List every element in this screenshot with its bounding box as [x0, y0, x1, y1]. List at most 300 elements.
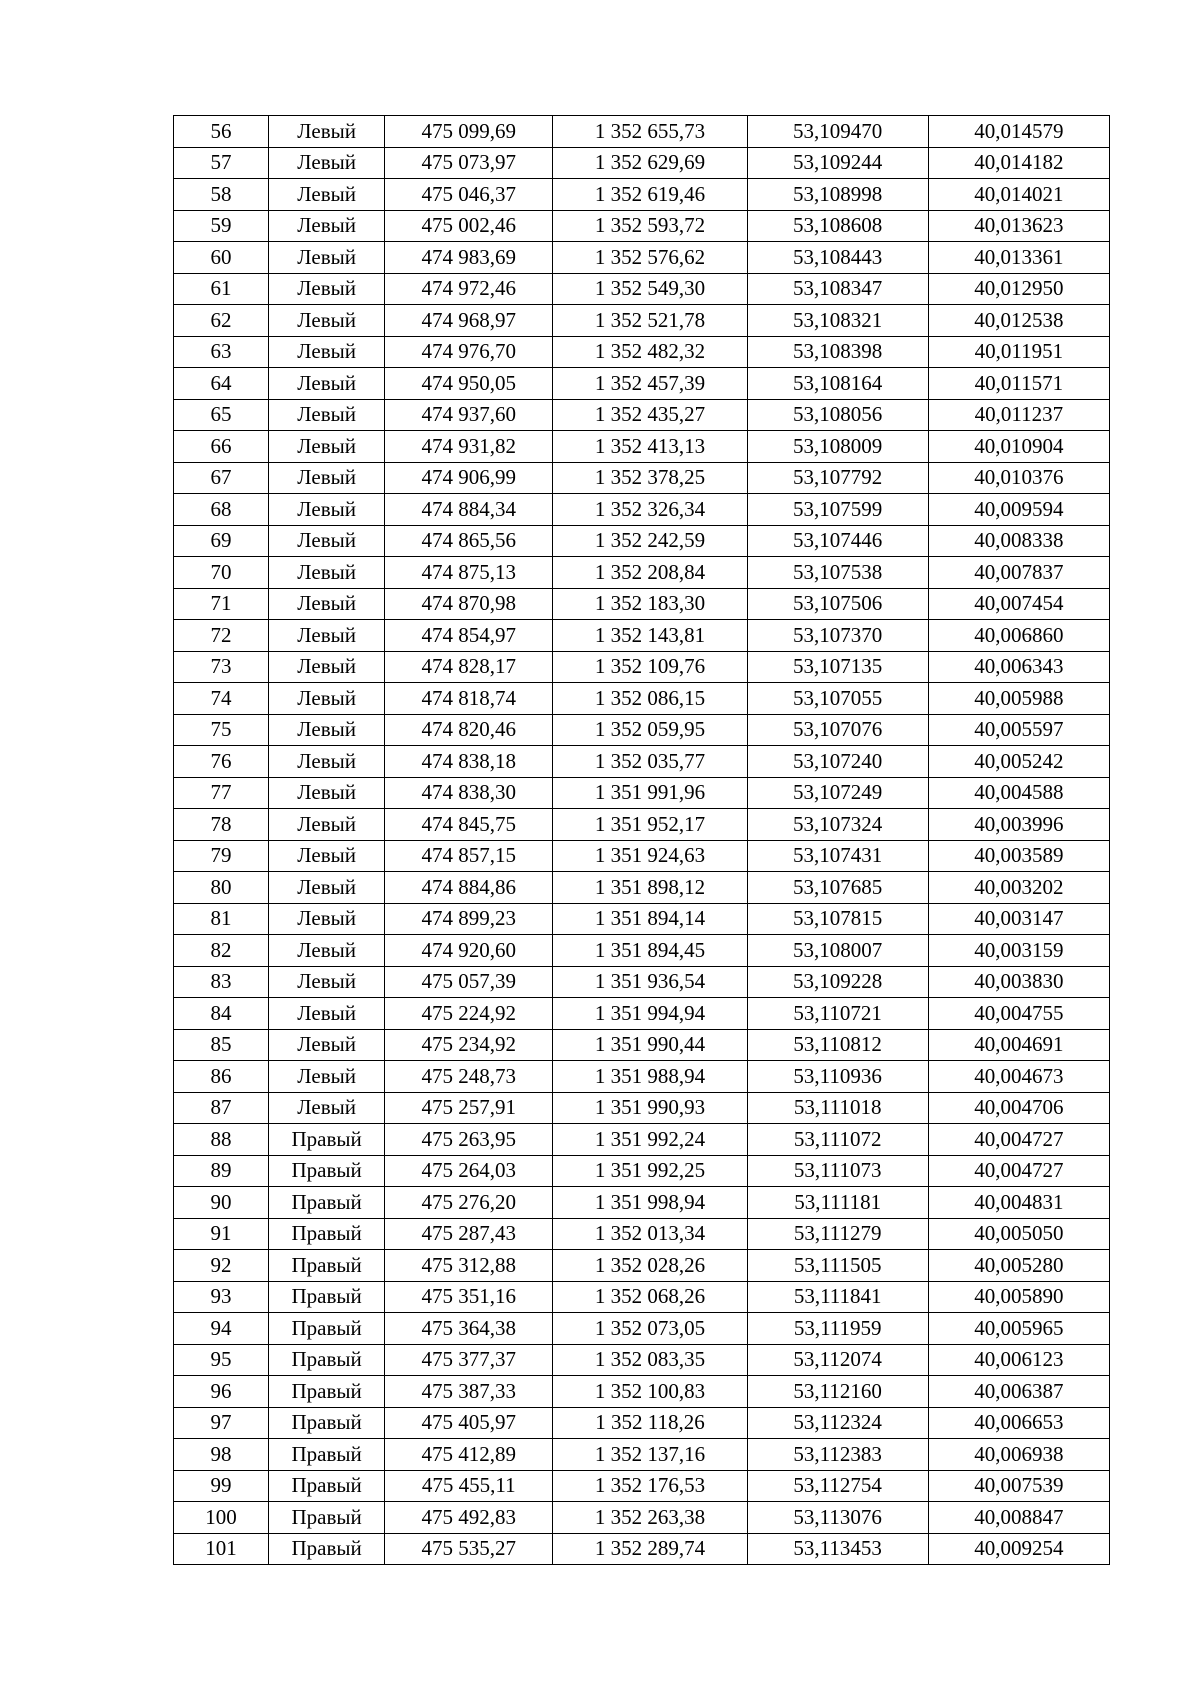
bank-side-cell: Левый — [269, 903, 385, 935]
point-number-cell: 76 — [174, 746, 269, 778]
y-coordinate-cell: 1 352 378,25 — [553, 462, 747, 494]
bank-side-cell: Правый — [269, 1407, 385, 1439]
latitude-cell: 53,111072 — [747, 1124, 928, 1156]
point-number-cell: 99 — [174, 1470, 269, 1502]
longitude-cell: 40,012538 — [928, 305, 1109, 337]
bank-side-cell: Левый — [269, 935, 385, 967]
table-row — [174, 1061, 1110, 1093]
y-coordinate-cell: 1 352 576,62 — [553, 242, 747, 274]
table-row — [174, 620, 1110, 652]
x-coordinate-cell: 475 535,27 — [385, 1533, 553, 1565]
latitude-cell: 53,107370 — [747, 620, 928, 652]
longitude-cell: 40,005242 — [928, 746, 1109, 778]
x-coordinate-cell: 474 828,17 — [385, 651, 553, 683]
latitude-cell: 53,108056 — [747, 399, 928, 431]
point-number-cell: 78 — [174, 809, 269, 841]
y-coordinate-cell: 1 352 143,81 — [553, 620, 747, 652]
y-coordinate-cell: 1 351 894,45 — [553, 935, 747, 967]
y-coordinate-cell: 1 352 521,78 — [553, 305, 747, 337]
latitude-cell: 53,112383 — [747, 1439, 928, 1471]
bank-side-cell: Левый — [269, 1029, 385, 1061]
table-row — [174, 998, 1110, 1030]
table-row — [174, 1092, 1110, 1124]
bank-side-cell: Правый — [269, 1187, 385, 1219]
latitude-cell: 53,107538 — [747, 557, 928, 589]
x-coordinate-cell: 474 920,60 — [385, 935, 553, 967]
latitude-cell: 53,108009 — [747, 431, 928, 463]
latitude-cell: 53,113076 — [747, 1502, 928, 1534]
y-coordinate-cell: 1 352 013,34 — [553, 1218, 747, 1250]
table-row — [174, 683, 1110, 715]
latitude-cell: 53,108998 — [747, 179, 928, 211]
x-coordinate-cell: 475 002,46 — [385, 210, 553, 242]
y-coordinate-cell: 1 351 990,93 — [553, 1092, 747, 1124]
x-coordinate-cell: 475 276,20 — [385, 1187, 553, 1219]
longitude-cell: 40,008338 — [928, 525, 1109, 557]
x-coordinate-cell: 474 972,46 — [385, 273, 553, 305]
table-row — [174, 368, 1110, 400]
table-row — [174, 1218, 1110, 1250]
x-coordinate-cell: 474 884,34 — [385, 494, 553, 526]
x-coordinate-cell: 475 234,92 — [385, 1029, 553, 1061]
bank-side-cell: Левый — [269, 872, 385, 904]
latitude-cell: 53,108347 — [747, 273, 928, 305]
table-row — [174, 179, 1110, 211]
latitude-cell: 53,107135 — [747, 651, 928, 683]
point-number-cell: 82 — [174, 935, 269, 967]
bank-side-cell: Левый — [269, 242, 385, 274]
table-row — [174, 1187, 1110, 1219]
x-coordinate-cell: 474 950,05 — [385, 368, 553, 400]
x-coordinate-cell: 474 899,23 — [385, 903, 553, 935]
latitude-cell: 53,111841 — [747, 1281, 928, 1313]
x-coordinate-cell: 474 818,74 — [385, 683, 553, 715]
x-coordinate-cell: 474 983,69 — [385, 242, 553, 274]
latitude-cell: 53,112074 — [747, 1344, 928, 1376]
latitude-cell: 53,111279 — [747, 1218, 928, 1250]
table-row — [174, 1533, 1110, 1565]
table-row — [174, 336, 1110, 368]
point-number-cell: 101 — [174, 1533, 269, 1565]
table-row — [174, 935, 1110, 967]
bank-side-cell: Правый — [269, 1155, 385, 1187]
point-number-cell: 97 — [174, 1407, 269, 1439]
latitude-cell: 53,110721 — [747, 998, 928, 1030]
latitude-cell: 53,107240 — [747, 746, 928, 778]
x-coordinate-cell: 474 937,60 — [385, 399, 553, 431]
y-coordinate-cell: 1 352 242,59 — [553, 525, 747, 557]
longitude-cell: 40,003996 — [928, 809, 1109, 841]
y-coordinate-cell: 1 352 100,83 — [553, 1376, 747, 1408]
latitude-cell: 53,111181 — [747, 1187, 928, 1219]
longitude-cell: 40,003589 — [928, 840, 1109, 872]
longitude-cell: 40,003159 — [928, 935, 1109, 967]
bank-side-cell: Левый — [269, 998, 385, 1030]
y-coordinate-cell: 1 352 549,30 — [553, 273, 747, 305]
y-coordinate-cell: 1 351 894,14 — [553, 903, 747, 935]
longitude-cell: 40,012950 — [928, 273, 1109, 305]
y-coordinate-cell: 1 352 035,77 — [553, 746, 747, 778]
y-coordinate-cell: 1 352 059,95 — [553, 714, 747, 746]
table-row — [174, 1250, 1110, 1282]
x-coordinate-cell: 475 351,16 — [385, 1281, 553, 1313]
bank-side-cell: Правый — [269, 1124, 385, 1156]
longitude-cell: 40,006387 — [928, 1376, 1109, 1408]
longitude-cell: 40,003147 — [928, 903, 1109, 935]
longitude-cell: 40,008847 — [928, 1502, 1109, 1534]
longitude-cell: 40,005890 — [928, 1281, 1109, 1313]
y-coordinate-cell: 1 352 028,26 — [553, 1250, 747, 1282]
table-row — [174, 431, 1110, 463]
x-coordinate-cell: 475 257,91 — [385, 1092, 553, 1124]
table-row — [174, 116, 1110, 148]
longitude-cell: 40,005965 — [928, 1313, 1109, 1345]
bank-side-cell: Левый — [269, 1092, 385, 1124]
y-coordinate-cell: 1 352 118,26 — [553, 1407, 747, 1439]
point-number-cell: 66 — [174, 431, 269, 463]
y-coordinate-cell: 1 352 086,15 — [553, 683, 747, 715]
table-row — [174, 1502, 1110, 1534]
table-row — [174, 462, 1110, 494]
longitude-cell: 40,004588 — [928, 777, 1109, 809]
longitude-cell: 40,007454 — [928, 588, 1109, 620]
point-number-cell: 75 — [174, 714, 269, 746]
x-coordinate-cell: 474 968,97 — [385, 305, 553, 337]
point-number-cell: 67 — [174, 462, 269, 494]
y-coordinate-cell: 1 351 898,12 — [553, 872, 747, 904]
bank-side-cell: Левый — [269, 462, 385, 494]
bank-side-cell: Левый — [269, 525, 385, 557]
y-coordinate-cell: 1 352 137,16 — [553, 1439, 747, 1471]
latitude-cell: 53,107055 — [747, 683, 928, 715]
table-row — [174, 1344, 1110, 1376]
y-coordinate-cell: 1 352 068,26 — [553, 1281, 747, 1313]
bank-side-cell: Левый — [269, 431, 385, 463]
x-coordinate-cell: 474 884,86 — [385, 872, 553, 904]
longitude-cell: 40,004673 — [928, 1061, 1109, 1093]
point-number-cell: 89 — [174, 1155, 269, 1187]
x-coordinate-cell: 474 820,46 — [385, 714, 553, 746]
point-number-cell: 69 — [174, 525, 269, 557]
x-coordinate-cell: 474 838,30 — [385, 777, 553, 809]
y-coordinate-cell: 1 352 176,53 — [553, 1470, 747, 1502]
longitude-cell: 40,014021 — [928, 179, 1109, 211]
point-number-cell: 88 — [174, 1124, 269, 1156]
y-coordinate-cell: 1 352 109,76 — [553, 651, 747, 683]
table-row — [174, 714, 1110, 746]
table-row — [174, 1407, 1110, 1439]
latitude-cell: 53,112754 — [747, 1470, 928, 1502]
table-row — [174, 651, 1110, 683]
latitude-cell: 53,107249 — [747, 777, 928, 809]
bank-side-cell: Левый — [269, 273, 385, 305]
latitude-cell: 53,107324 — [747, 809, 928, 841]
latitude-cell: 53,107599 — [747, 494, 928, 526]
point-number-cell: 57 — [174, 147, 269, 179]
latitude-cell: 53,108007 — [747, 935, 928, 967]
latitude-cell: 53,107685 — [747, 872, 928, 904]
point-number-cell: 90 — [174, 1187, 269, 1219]
point-number-cell: 91 — [174, 1218, 269, 1250]
latitude-cell: 53,107431 — [747, 840, 928, 872]
bank-side-cell: Правый — [269, 1218, 385, 1250]
point-number-cell: 74 — [174, 683, 269, 715]
longitude-cell: 40,011951 — [928, 336, 1109, 368]
y-coordinate-cell: 1 351 994,94 — [553, 998, 747, 1030]
x-coordinate-cell: 475 387,33 — [385, 1376, 553, 1408]
point-number-cell: 79 — [174, 840, 269, 872]
table-row — [174, 273, 1110, 305]
table-row — [174, 1439, 1110, 1471]
y-coordinate-cell: 1 352 655,73 — [553, 116, 747, 148]
longitude-cell: 40,007539 — [928, 1470, 1109, 1502]
latitude-cell: 53,111073 — [747, 1155, 928, 1187]
point-number-cell: 72 — [174, 620, 269, 652]
longitude-cell: 40,013361 — [928, 242, 1109, 274]
latitude-cell: 53,108398 — [747, 336, 928, 368]
longitude-cell: 40,006938 — [928, 1439, 1109, 1471]
bank-side-cell: Правый — [269, 1344, 385, 1376]
x-coordinate-cell: 475 046,37 — [385, 179, 553, 211]
longitude-cell: 40,004755 — [928, 998, 1109, 1030]
bank-side-cell: Левый — [269, 777, 385, 809]
longitude-cell: 40,005280 — [928, 1250, 1109, 1282]
table-row — [174, 147, 1110, 179]
bank-side-cell: Левый — [269, 840, 385, 872]
y-coordinate-cell: 1 351 924,63 — [553, 840, 747, 872]
table-row — [174, 494, 1110, 526]
table-row — [174, 1124, 1110, 1156]
bank-side-cell: Правый — [269, 1376, 385, 1408]
x-coordinate-cell: 474 845,75 — [385, 809, 553, 841]
table-row — [174, 872, 1110, 904]
y-coordinate-cell: 1 351 952,17 — [553, 809, 747, 841]
y-coordinate-cell: 1 351 992,25 — [553, 1155, 747, 1187]
x-coordinate-cell: 474 854,97 — [385, 620, 553, 652]
x-coordinate-cell: 475 248,73 — [385, 1061, 553, 1093]
latitude-cell: 53,108164 — [747, 368, 928, 400]
latitude-cell: 53,108443 — [747, 242, 928, 274]
point-number-cell: 63 — [174, 336, 269, 368]
table-row — [174, 966, 1110, 998]
x-coordinate-cell: 475 057,39 — [385, 966, 553, 998]
longitude-cell: 40,006343 — [928, 651, 1109, 683]
longitude-cell: 40,010904 — [928, 431, 1109, 463]
point-number-cell: 84 — [174, 998, 269, 1030]
point-number-cell: 58 — [174, 179, 269, 211]
x-coordinate-cell: 474 976,70 — [385, 336, 553, 368]
x-coordinate-cell: 474 875,13 — [385, 557, 553, 589]
point-number-cell: 64 — [174, 368, 269, 400]
x-coordinate-cell: 474 870,98 — [385, 588, 553, 620]
y-coordinate-cell: 1 352 073,05 — [553, 1313, 747, 1345]
point-number-cell: 65 — [174, 399, 269, 431]
point-number-cell: 85 — [174, 1029, 269, 1061]
latitude-cell: 53,107815 — [747, 903, 928, 935]
bank-side-cell: Левый — [269, 588, 385, 620]
longitude-cell: 40,009594 — [928, 494, 1109, 526]
longitude-cell: 40,007837 — [928, 557, 1109, 589]
y-coordinate-cell: 1 352 482,32 — [553, 336, 747, 368]
bank-side-cell: Левый — [269, 966, 385, 998]
latitude-cell: 53,111959 — [747, 1313, 928, 1345]
table-row — [174, 1029, 1110, 1061]
longitude-cell: 40,009254 — [928, 1533, 1109, 1565]
latitude-cell: 53,107792 — [747, 462, 928, 494]
bank-side-cell: Левый — [269, 494, 385, 526]
y-coordinate-cell: 1 351 988,94 — [553, 1061, 747, 1093]
longitude-cell: 40,005050 — [928, 1218, 1109, 1250]
x-coordinate-cell: 474 906,99 — [385, 462, 553, 494]
longitude-cell: 40,004727 — [928, 1124, 1109, 1156]
latitude-cell: 53,112324 — [747, 1407, 928, 1439]
bank-side-cell: Левый — [269, 399, 385, 431]
table-row — [174, 399, 1110, 431]
bank-side-cell: Левый — [269, 305, 385, 337]
point-number-cell: 100 — [174, 1502, 269, 1534]
latitude-cell: 53,108321 — [747, 305, 928, 337]
point-number-cell: 73 — [174, 651, 269, 683]
point-number-cell: 61 — [174, 273, 269, 305]
bank-side-cell: Левый — [269, 210, 385, 242]
bank-side-cell: Правый — [269, 1281, 385, 1313]
longitude-cell: 40,014579 — [928, 116, 1109, 148]
bank-side-cell: Левый — [269, 683, 385, 715]
x-coordinate-cell: 475 377,37 — [385, 1344, 553, 1376]
point-number-cell: 59 — [174, 210, 269, 242]
x-coordinate-cell: 475 455,11 — [385, 1470, 553, 1502]
point-number-cell: 62 — [174, 305, 269, 337]
table-row — [174, 1376, 1110, 1408]
x-coordinate-cell: 474 838,18 — [385, 746, 553, 778]
bank-side-cell: Левый — [269, 1061, 385, 1093]
bank-side-cell: Правый — [269, 1502, 385, 1534]
point-number-cell: 92 — [174, 1250, 269, 1282]
point-number-cell: 93 — [174, 1281, 269, 1313]
y-coordinate-cell: 1 351 936,54 — [553, 966, 747, 998]
point-number-cell: 60 — [174, 242, 269, 274]
x-coordinate-cell: 475 287,43 — [385, 1218, 553, 1250]
latitude-cell: 53,110812 — [747, 1029, 928, 1061]
bank-side-cell: Правый — [269, 1533, 385, 1565]
coordinates-table — [173, 115, 1110, 1565]
longitude-cell: 40,006653 — [928, 1407, 1109, 1439]
bank-side-cell: Правый — [269, 1470, 385, 1502]
latitude-cell: 53,109244 — [747, 147, 928, 179]
latitude-cell: 53,111505 — [747, 1250, 928, 1282]
longitude-cell: 40,005988 — [928, 683, 1109, 715]
longitude-cell: 40,004706 — [928, 1092, 1109, 1124]
bank-side-cell: Левый — [269, 368, 385, 400]
latitude-cell: 53,107076 — [747, 714, 928, 746]
table-row — [174, 588, 1110, 620]
x-coordinate-cell: 475 492,83 — [385, 1502, 553, 1534]
table-row — [174, 557, 1110, 589]
bank-side-cell: Левый — [269, 620, 385, 652]
bank-side-cell: Правый — [269, 1313, 385, 1345]
point-number-cell: 96 — [174, 1376, 269, 1408]
y-coordinate-cell: 1 352 208,84 — [553, 557, 747, 589]
y-coordinate-cell: 1 352 457,39 — [553, 368, 747, 400]
latitude-cell: 53,107446 — [747, 525, 928, 557]
longitude-cell: 40,006860 — [928, 620, 1109, 652]
latitude-cell: 53,112160 — [747, 1376, 928, 1408]
x-coordinate-cell: 475 073,97 — [385, 147, 553, 179]
latitude-cell: 53,113453 — [747, 1533, 928, 1565]
longitude-cell: 40,004831 — [928, 1187, 1109, 1219]
latitude-cell: 53,108608 — [747, 210, 928, 242]
y-coordinate-cell: 1 351 991,96 — [553, 777, 747, 809]
point-number-cell: 68 — [174, 494, 269, 526]
table-row — [174, 1155, 1110, 1187]
bank-side-cell: Левый — [269, 147, 385, 179]
point-number-cell: 71 — [174, 588, 269, 620]
point-number-cell: 70 — [174, 557, 269, 589]
x-coordinate-cell: 475 405,97 — [385, 1407, 553, 1439]
longitude-cell: 40,011237 — [928, 399, 1109, 431]
longitude-cell: 40,013623 — [928, 210, 1109, 242]
point-number-cell: 81 — [174, 903, 269, 935]
table-row — [174, 305, 1110, 337]
longitude-cell: 40,004691 — [928, 1029, 1109, 1061]
point-number-cell: 87 — [174, 1092, 269, 1124]
y-coordinate-cell: 1 352 619,46 — [553, 179, 747, 211]
longitude-cell: 40,011571 — [928, 368, 1109, 400]
table-row — [174, 746, 1110, 778]
bank-side-cell: Левый — [269, 746, 385, 778]
y-coordinate-cell: 1 352 083,35 — [553, 1344, 747, 1376]
table-row — [174, 840, 1110, 872]
x-coordinate-cell: 475 312,88 — [385, 1250, 553, 1282]
bank-side-cell: Левый — [269, 809, 385, 841]
latitude-cell: 53,109470 — [747, 116, 928, 148]
longitude-cell: 40,010376 — [928, 462, 1109, 494]
x-coordinate-cell: 474 931,82 — [385, 431, 553, 463]
coordinates-table-body — [174, 116, 1110, 1565]
table-row — [174, 242, 1110, 274]
point-number-cell: 94 — [174, 1313, 269, 1345]
y-coordinate-cell: 1 351 990,44 — [553, 1029, 747, 1061]
point-number-cell: 83 — [174, 966, 269, 998]
x-coordinate-cell: 475 364,38 — [385, 1313, 553, 1345]
bank-side-cell: Левый — [269, 116, 385, 148]
point-number-cell: 95 — [174, 1344, 269, 1376]
x-coordinate-cell: 475 263,95 — [385, 1124, 553, 1156]
bank-side-cell: Левый — [269, 336, 385, 368]
latitude-cell: 53,110936 — [747, 1061, 928, 1093]
point-number-cell: 86 — [174, 1061, 269, 1093]
latitude-cell: 53,107506 — [747, 588, 928, 620]
y-coordinate-cell: 1 352 183,30 — [553, 588, 747, 620]
table-row — [174, 1313, 1110, 1345]
y-coordinate-cell: 1 352 289,74 — [553, 1533, 747, 1565]
longitude-cell: 40,003830 — [928, 966, 1109, 998]
x-coordinate-cell: 475 099,69 — [385, 116, 553, 148]
y-coordinate-cell: 1 352 629,69 — [553, 147, 747, 179]
y-coordinate-cell: 1 352 326,34 — [553, 494, 747, 526]
y-coordinate-cell: 1 351 992,24 — [553, 1124, 747, 1156]
table-row — [174, 809, 1110, 841]
latitude-cell: 53,111018 — [747, 1092, 928, 1124]
table-row — [174, 210, 1110, 242]
table-row — [174, 1281, 1110, 1313]
x-coordinate-cell: 475 224,92 — [385, 998, 553, 1030]
table-row — [174, 903, 1110, 935]
point-number-cell: 98 — [174, 1439, 269, 1471]
bank-side-cell: Левый — [269, 651, 385, 683]
point-number-cell: 80 — [174, 872, 269, 904]
table-row — [174, 1470, 1110, 1502]
